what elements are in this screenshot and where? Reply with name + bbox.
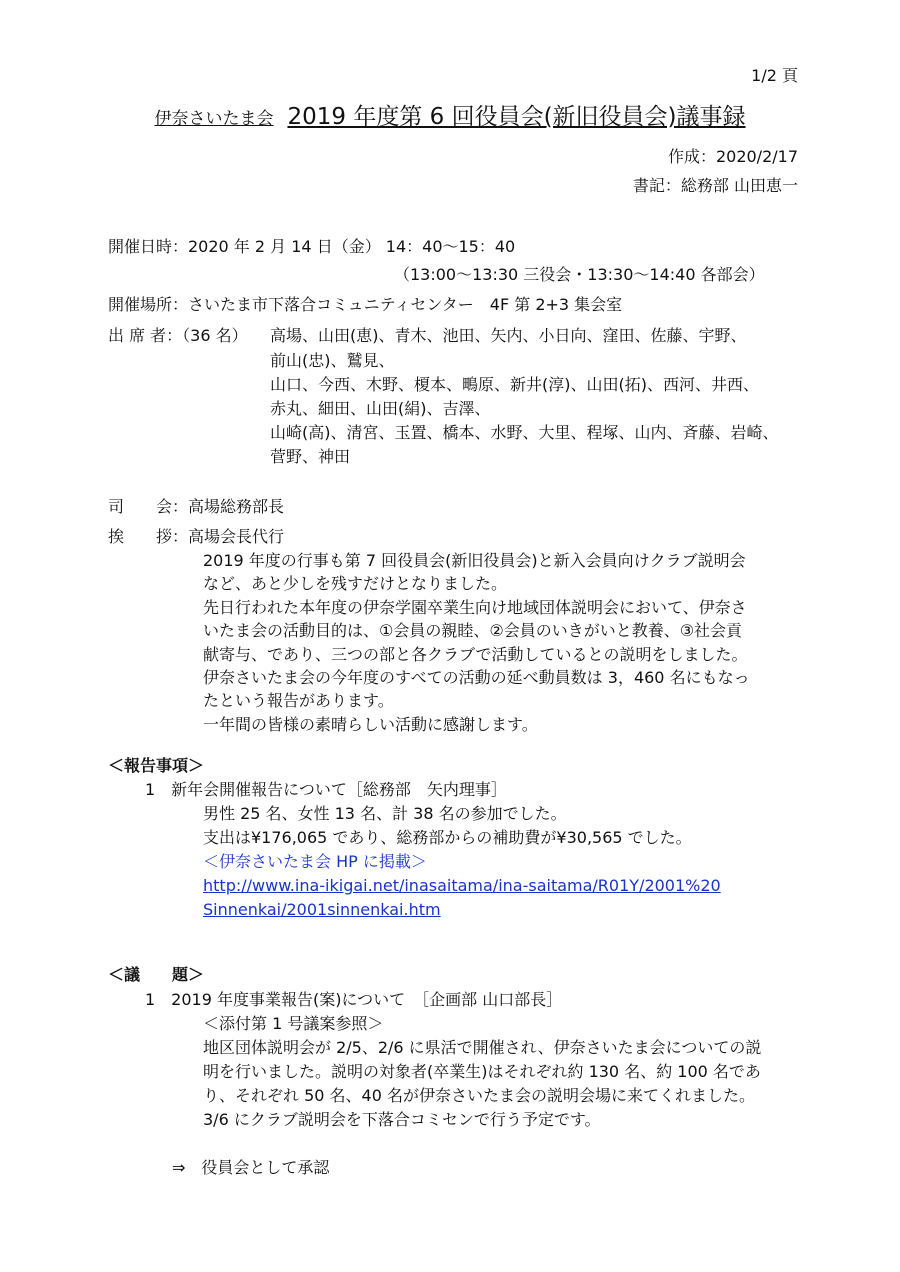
agenda-item-line: 明を行いました。説明の対象者(卒業生)はそれぞれ約 130 名、約 100 名であ: [203, 1062, 761, 1081]
attendees-line: 前山(忠)、鷲見、: [270, 351, 395, 370]
greeting-line: たという報告があります。: [203, 691, 394, 710]
report-item-line: 男性 25 名、女性 13 名、計 38 名の参加でした。: [203, 804, 567, 823]
meeting-place: 開催場所：さいたま市下落合コミュニティセンター 4F 第 2+3 集会室: [108, 295, 623, 314]
greeting-line: 先日行われた本年度の伊奈学園卒業生向け地域団体説明会において、伊奈さ: [203, 598, 747, 617]
title-organization: 伊奈さいたま会: [154, 109, 274, 129]
agenda-item-line: り、それぞれ 50 名、40 名が伊奈さいたま会の説明会場に来てくれました。: [203, 1086, 755, 1105]
created-date: 作成：2020/2/17: [667, 147, 798, 166]
agenda-item-result: ⇒ 役員会として承認: [172, 1158, 330, 1177]
reports-heading: ＜報告事項＞: [108, 756, 205, 775]
greeting-line: 2019 年度の行事も第 7 回役員会(新旧役員会)と新入会員向けクラブ説明会: [203, 551, 746, 570]
attendees-line: 山口、今西、木野、榎本、鴫原、新井(淳)、山田(拓)、西河、井西、: [270, 375, 759, 394]
greeting-line: 伊奈さいたま会の今年度のすべての活動の延べ動員数は 3，460 名にもなっ: [203, 668, 750, 687]
report-hp-url-link[interactable]: http://www.ina-ikigai.net/inasaitama/ina-saitama/R01Y/2001%20: [203, 876, 721, 895]
report-item-line: 支出は¥176,065 であり、総務部からの補助費が¥30,565 でした。: [203, 828, 692, 847]
title-main: 2019 年度第 6 回役員会(新旧役員会)議事録: [287, 104, 746, 130]
attendees-line: 菅野、神田: [270, 447, 351, 466]
attendees-line: 高場、山田(恵)、青木、池田、矢内、小日向、窪田、佐藤、宇野、: [270, 326, 747, 345]
meeting-datetime: 開催日時：2020 年 2 月 14 日（金） 14：40～15：40: [108, 237, 516, 256]
host: 司 会：高場総務部長: [108, 497, 285, 516]
page-title: [0, 102, 900, 134]
attendees-line: 赤丸、細田、山田(絹)、吉澤、: [270, 399, 491, 418]
report-hp-url-link-cont[interactable]: Sinnenkai/2001sinnenkai.htm: [203, 900, 441, 919]
agenda-item-line: 3/6 にクラブ説明会を下落合コミセンで行う予定です。: [203, 1110, 601, 1129]
greeting-label: 挨 拶：高場会長代行: [108, 527, 285, 546]
page-number: 1/2 頁: [751, 66, 798, 85]
agenda-item-line: 地区団体説明会が 2/5、2/6 に県活で開催され、伊奈さいたま会についての説: [203, 1038, 762, 1057]
report-hp-link-label: ＜伊奈さいたま会 HP に掲載＞: [203, 852, 427, 871]
attendees-line: 山崎(高)、清宮、玉置、橋本、水野、大里、程塚、山内、斉藤、岩崎、: [270, 423, 779, 442]
meeting-datetime-note: （13:00～13:30 三役会・13:30～14:40 各部会）: [394, 265, 765, 284]
greeting-line: など、あと少しを残すだけとなりました。: [203, 574, 508, 593]
greeting-line: 一年間の皆様の素晴らしい活動に感謝します。: [203, 715, 538, 734]
agenda-heading: ＜議 題＞: [108, 965, 205, 984]
greeting-line: いたま会の活動目的は、①会員の親睦、②会員のいきがいと教養、③社会貢: [203, 621, 743, 640]
agenda-item-title: 1 2019 年度事業報告(案)について ［企画部 山口部長］: [145, 990, 563, 1009]
attendees-label: 出 席 者：（36 名）: [108, 326, 248, 345]
agenda-item-reference: ＜添付第 1 号議案参照＞: [203, 1014, 384, 1033]
report-item-title: 1 新年会開催報告について［総務部 矢内理事］: [145, 780, 507, 799]
greeting-line: 献寄与、であり、三つの部と各クラブで活動しているとの説明をしました。: [203, 645, 748, 664]
scribe: 書記：総務部 山田恵一: [632, 176, 798, 195]
